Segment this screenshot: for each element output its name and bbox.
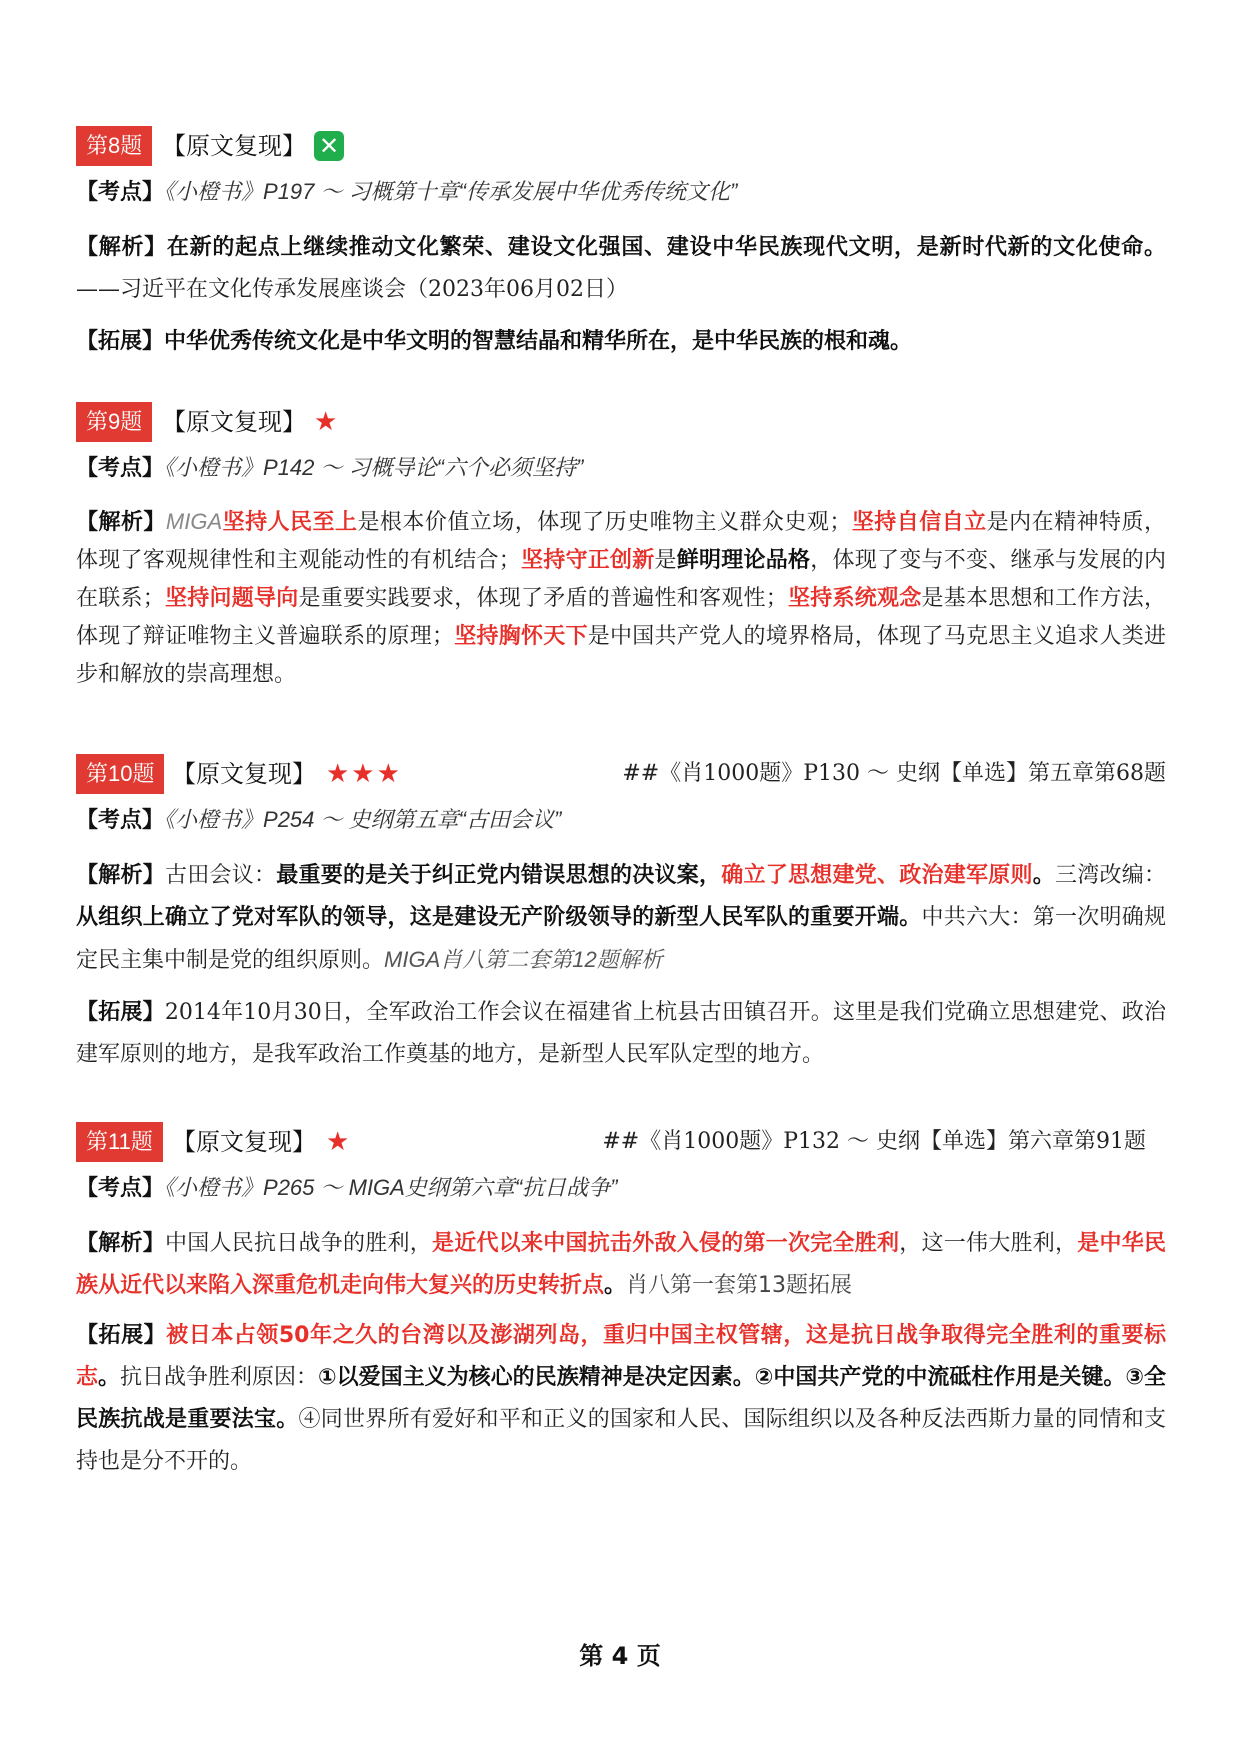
highlight-4: 坚持问题导向 [164, 586, 299, 611]
extension-paragraph [76, 992, 1166, 1076]
text-2: ，这一伟大胜利， [899, 1231, 1078, 1256]
miga-note: MIGA肖八第二套第12题解析 [384, 947, 663, 972]
text-4: ④同世界所有爱好和平和正义的国家和人民、国际组织以及各种反法西斯力量的同情和支持也是分不开的。 [76, 1407, 1166, 1474]
highlight-2: 是中华民族从近代以来陷入深重危机走向伟大复兴的历史转折点 [76, 1231, 1166, 1298]
question-number-badge: 第11题 [76, 1122, 163, 1162]
highlight-1: 确立了思想建党、政治建军原则 [721, 863, 1033, 888]
question-header [76, 754, 1166, 794]
extension-label: 【拓展】 [76, 1323, 167, 1348]
bold-3: 从组织上确立了党对军队的领导，这是建设无产阶级领导的新型人民军队的重要开端。 [76, 905, 922, 930]
question-10 [76, 754, 1166, 1076]
text-2: 是内在精神特质，体现了客观规律性和主观能动性的有机结合； [76, 510, 1166, 573]
key-point-text: 《小橙书》P265 ～ MIGA史纲第六章“抗日战争” [164, 1175, 618, 1200]
reference-text: ##《肖1000题》P132 ～ 史纲【单选】第六章第91题 [602, 1129, 1146, 1154]
key-point-label: 【考点】 [76, 456, 165, 481]
text-1: 古田会议： [165, 863, 277, 888]
original-text-label: 【原文复现】 [162, 132, 306, 160]
question-number-badge: 第8题 [76, 126, 152, 166]
highlight-2: 被日本占领50年之久的台湾以及澎湖列岛，重归中国主权管辖，这是抗日战争取得完全胜利的重要标志 [76, 1323, 1166, 1390]
key-point-label: 【考点】 [76, 808, 165, 833]
question-11 [76, 1122, 1166, 1483]
text-3: 抗日战争胜利原因： [120, 1365, 319, 1390]
bold-3: 鲜明理论品格 [676, 548, 811, 573]
extension-label: 【拓展】 [76, 1000, 165, 1025]
text-1: 是根本价值立场，体现了历史唯物主义群众史观； [357, 510, 852, 535]
key-point-text: 《小橙书》P142 ～ 习概导论“六个必须坚持” [164, 455, 584, 480]
text-2: 三湾改编： [1054, 863, 1166, 888]
highlight-6: 坚持胸怀天下 [454, 624, 588, 649]
bold-1: 。 [604, 1273, 627, 1298]
question-9 [76, 402, 1166, 694]
question-number-badge: 第10题 [76, 754, 164, 794]
extension-label: 【拓展】 [76, 329, 165, 354]
analysis-label: 【解析】 [76, 510, 166, 535]
analysis-paragraph [76, 855, 1166, 982]
key-point-text: 《小橙书》P197 ～ 习概第十章“传承发展中华优秀传统文化” [164, 179, 738, 204]
star-rating: ★★★ [326, 759, 402, 789]
text-3: 中共六大： [921, 905, 1033, 930]
extension-paragraph [76, 321, 1166, 363]
note-text: 肖八第一套第13题拓展 [626, 1273, 853, 1298]
key-point-line [76, 448, 1166, 489]
key-point-label: 【考点】 [76, 180, 165, 205]
text-1: 中国人民抗日战争的胜利， [165, 1231, 432, 1256]
extension-text: 2014年10月30日，全军政治工作会议在福建省上杭县古田镇召开。这里是我们党确立思想建党、政治建军原则的地方，是我军政治工作奠基的地方，是新型人民军队定型的地方。 [76, 1000, 1166, 1067]
analysis-bold-text: 在新的起点上继续推动文化繁荣、建设文化强国、建设中华民族现代文明，是新时代新的文化使命。 [166, 235, 1166, 260]
key-point-text: 《小橙书》P254 ～ 史纲第五章“古田会议” [164, 807, 562, 832]
plain-1: 第一次明确规定民主集中制是党的组织原则。 [76, 905, 1166, 973]
question-8 [76, 126, 1166, 363]
star-rating: ★ [326, 1127, 352, 1157]
reference-text: ##《肖1000题》P130 ～ 史纲【单选】第五章第68题 [622, 761, 1166, 786]
star-rating: ★ [314, 407, 340, 437]
text-5: 是基本思想和工作方法，体现了辩证唯物主义普遍联系的原理； [76, 586, 1166, 649]
key-point-line [76, 172, 1166, 213]
highlight-3: 坚持守正创新 [520, 548, 655, 573]
analysis-label: 【解析】 [76, 235, 167, 260]
bold-1: 最重要的是关于纠正党内错误思想的决议案， [276, 863, 722, 888]
analysis-paragraph [76, 503, 1166, 694]
extension-paragraph [76, 1315, 1166, 1483]
analysis-paragraph [76, 1223, 1166, 1307]
cross-mark-icon: ✕ [314, 131, 344, 161]
highlight-5: 坚持系统观念 [787, 586, 922, 611]
key-point-line [76, 1168, 1166, 1209]
highlight-1: 是近代以来中国抗击外敌入侵的第一次完全胜利 [431, 1231, 900, 1256]
original-text-label: 【原文复现】 [172, 760, 316, 788]
question-header [76, 1122, 1166, 1162]
text-4: 是重要实践要求，体现了矛盾的普遍性和客观性； [298, 586, 788, 611]
text-6: 是中国共产党人的境界格局，体现了马克思主义追求人类进步和解放的崇高理想。 [76, 624, 1166, 687]
original-text-label: 【原文复现】 [172, 1128, 316, 1156]
key-point-line [76, 800, 1166, 841]
original-text-label: 【原文复现】 [162, 408, 306, 436]
text-3a: 是 [654, 548, 677, 573]
page-number: 第 4 页 [579, 1642, 661, 1670]
question-header [76, 402, 1166, 442]
analysis-paragraph [76, 227, 1166, 311]
key-point-label: 【考点】 [76, 1176, 165, 1201]
text-3b: ，体现了变与不变、继承与发展的内在联系； [76, 548, 1166, 611]
question-number-badge: 第9题 [76, 402, 152, 442]
bold-2: 。 [1032, 863, 1055, 888]
highlight-1: 坚持人民至上 [222, 510, 358, 535]
question-header [76, 126, 1166, 166]
highlight-2: 坚持自信自立 [851, 510, 987, 535]
analysis-label: 【解析】 [76, 1231, 165, 1256]
analysis-source-text: ——习近平在文化传承发展座谈会（2023年06月02日） [76, 277, 628, 302]
analysis-label: 【解析】 [76, 863, 165, 888]
bold-3: ①以爱国主义为核心的民族精神是决定因素。②中国共产党的中流砥柱作用是关键。③全民族抗战是重要法宝。 [76, 1365, 1166, 1432]
extension-bold-text: 中华优秀传统文化是中华文明的智慧结晶和精华所在，是中华民族的根和魂。 [164, 329, 913, 354]
bold-2: 。 [98, 1365, 121, 1390]
miga-tag: MIGA [165, 509, 223, 534]
